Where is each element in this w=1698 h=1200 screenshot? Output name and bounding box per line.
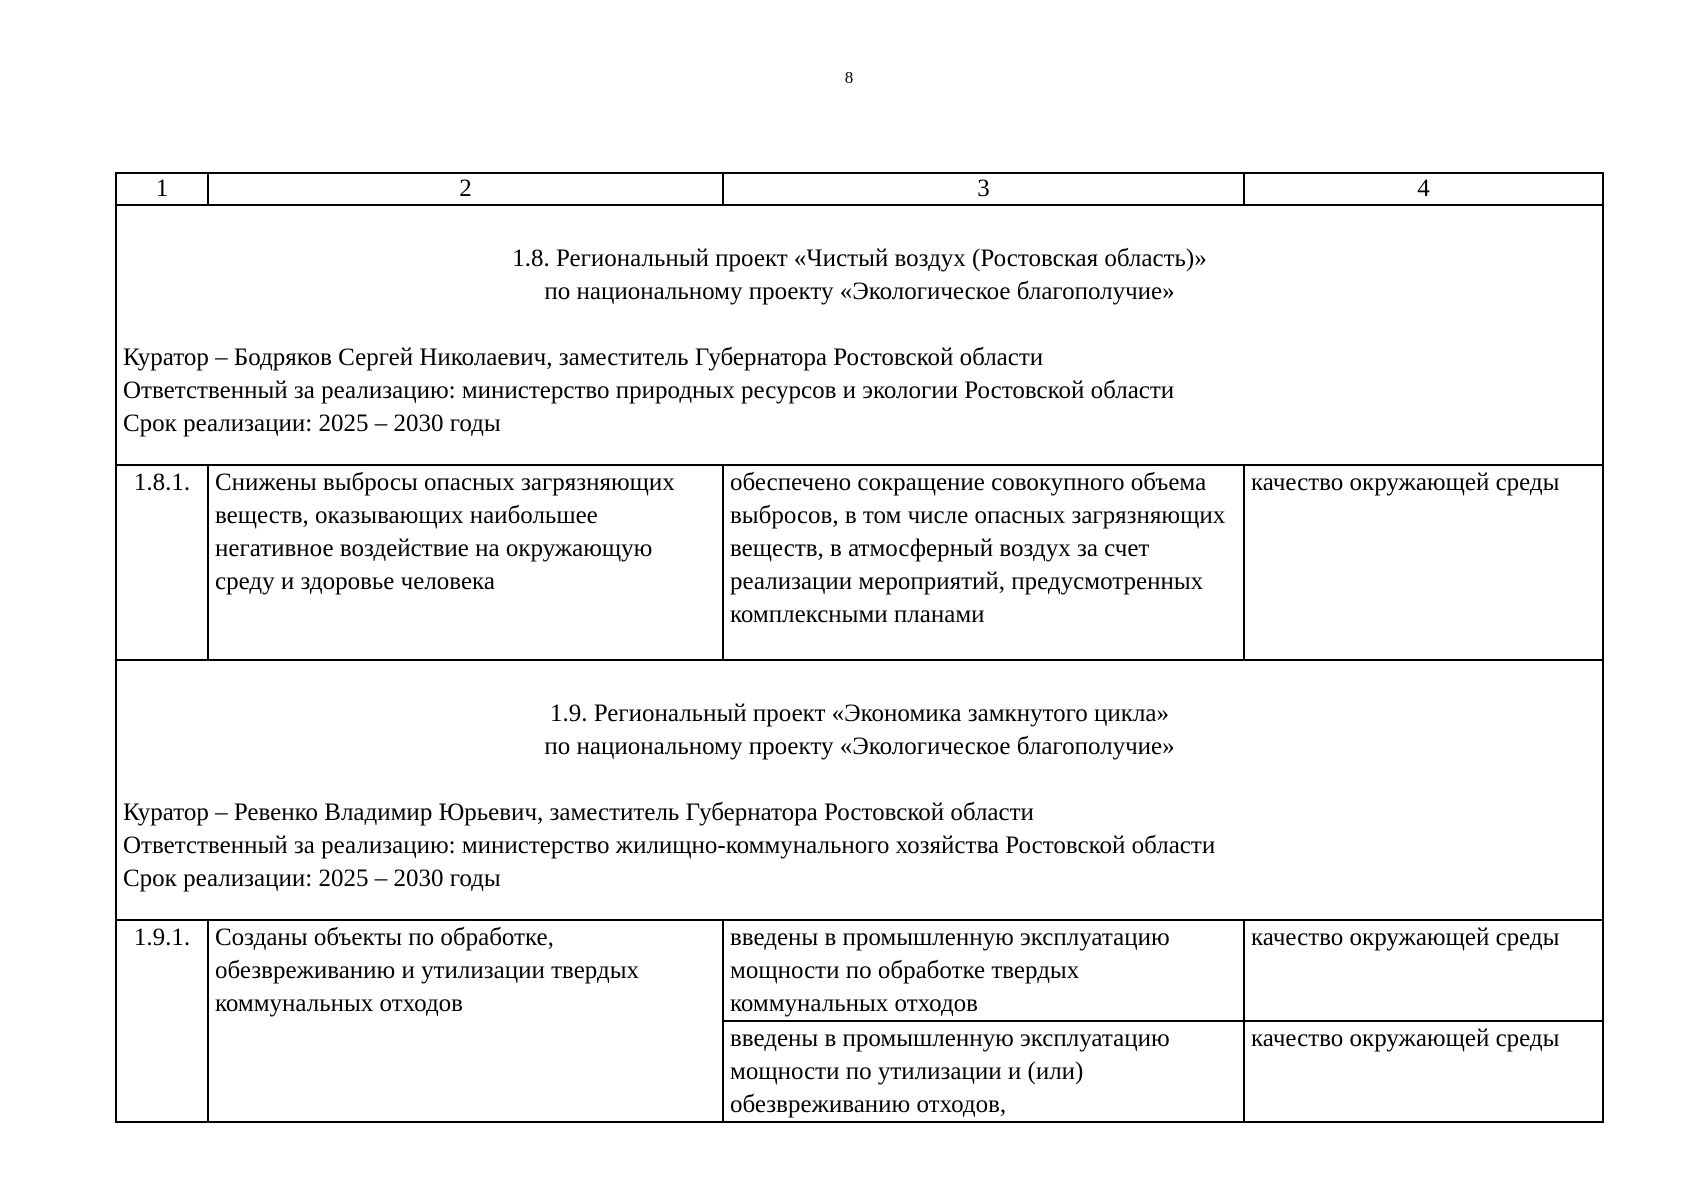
table-header-row (116, 173, 1603, 205)
section-cell (116, 660, 1603, 920)
section-curator: Куратор – Бодряков Сергей Николаевич, заместитель Губернатора Ростовской области (123, 344, 1044, 371)
section-title (123, 697, 1596, 763)
measures-table (115, 172, 1604, 1123)
section-responsible: Ответственный за реализацию: министерство природных ресурсов и экологии Ростовской области (123, 377, 1175, 404)
column-header: 2 (208, 173, 723, 205)
section-cell (116, 205, 1603, 465)
section-header-1-8 (116, 205, 1603, 465)
section-title-line1: 1.9. Региональный проект «Экономика замкнутого цикла» (549, 700, 1170, 727)
section-title-line2: по национальному проекту «Экологическое благополучие» (544, 733, 1175, 760)
row-indicator: качество окружающей среды (1244, 1021, 1603, 1122)
row-effect: введены в промышленную эксплуатацию мощности по обработке твердых коммунальных отходов (723, 920, 1244, 1021)
row-effect: обеспечено сокращение совокупного объема выбросов, в том числе опасных загрязняющих веществ, в атмосферный воздух за счет реализации мероприятий, предусмотренных комплексными планами (723, 465, 1244, 660)
page-number: 8 (844, 68, 854, 87)
section-responsible: Ответственный за реализацию: министерство жилищно-коммунального хозяйства Ростовской области (123, 832, 1216, 859)
table-row (116, 920, 1603, 1021)
row-indicator: качество окружающей среды (1244, 920, 1603, 1021)
table-row (116, 465, 1603, 660)
row-number: 1.8.1. (116, 465, 208, 660)
section-period: Срок реализации: 2025 – 2030 годы (123, 865, 501, 892)
section-curator: Куратор – Ревенко Владимир Юрьевич, заместитель Губернатора Ростовской области (123, 799, 1034, 826)
section-period: Срок реализации: 2025 – 2030 годы (123, 410, 501, 437)
row-effect: введены в промышленную эксплуатацию мощности по утилизации и (или) обезвреживанию отходов, (723, 1021, 1244, 1122)
row-number: 1.9.1. (116, 920, 208, 1122)
column-header: 1 (116, 173, 208, 205)
column-header: 3 (723, 173, 1244, 205)
section-header-1-9 (116, 660, 1603, 920)
section-title (123, 242, 1596, 308)
section-meta (123, 796, 1596, 895)
section-title-line2: по национальному проекту «Экологическое благополучие» (544, 278, 1175, 305)
row-indicator: качество окружающей среды (1244, 465, 1603, 660)
section-title-line1: 1.8. Региональный проект «Чистый воздух (Ростовская область)» (512, 245, 1207, 272)
row-task: Созданы объекты по обработке, обезвреживанию и утилизации твердых коммунальных отходов (208, 920, 723, 1122)
section-meta (123, 341, 1596, 440)
row-task: Снижены выбросы опасных загрязняющих веществ, оказывающих наибольшее негативное воздействие на окружающую среду и здоровье человека (208, 465, 723, 660)
column-header: 4 (1244, 173, 1603, 205)
